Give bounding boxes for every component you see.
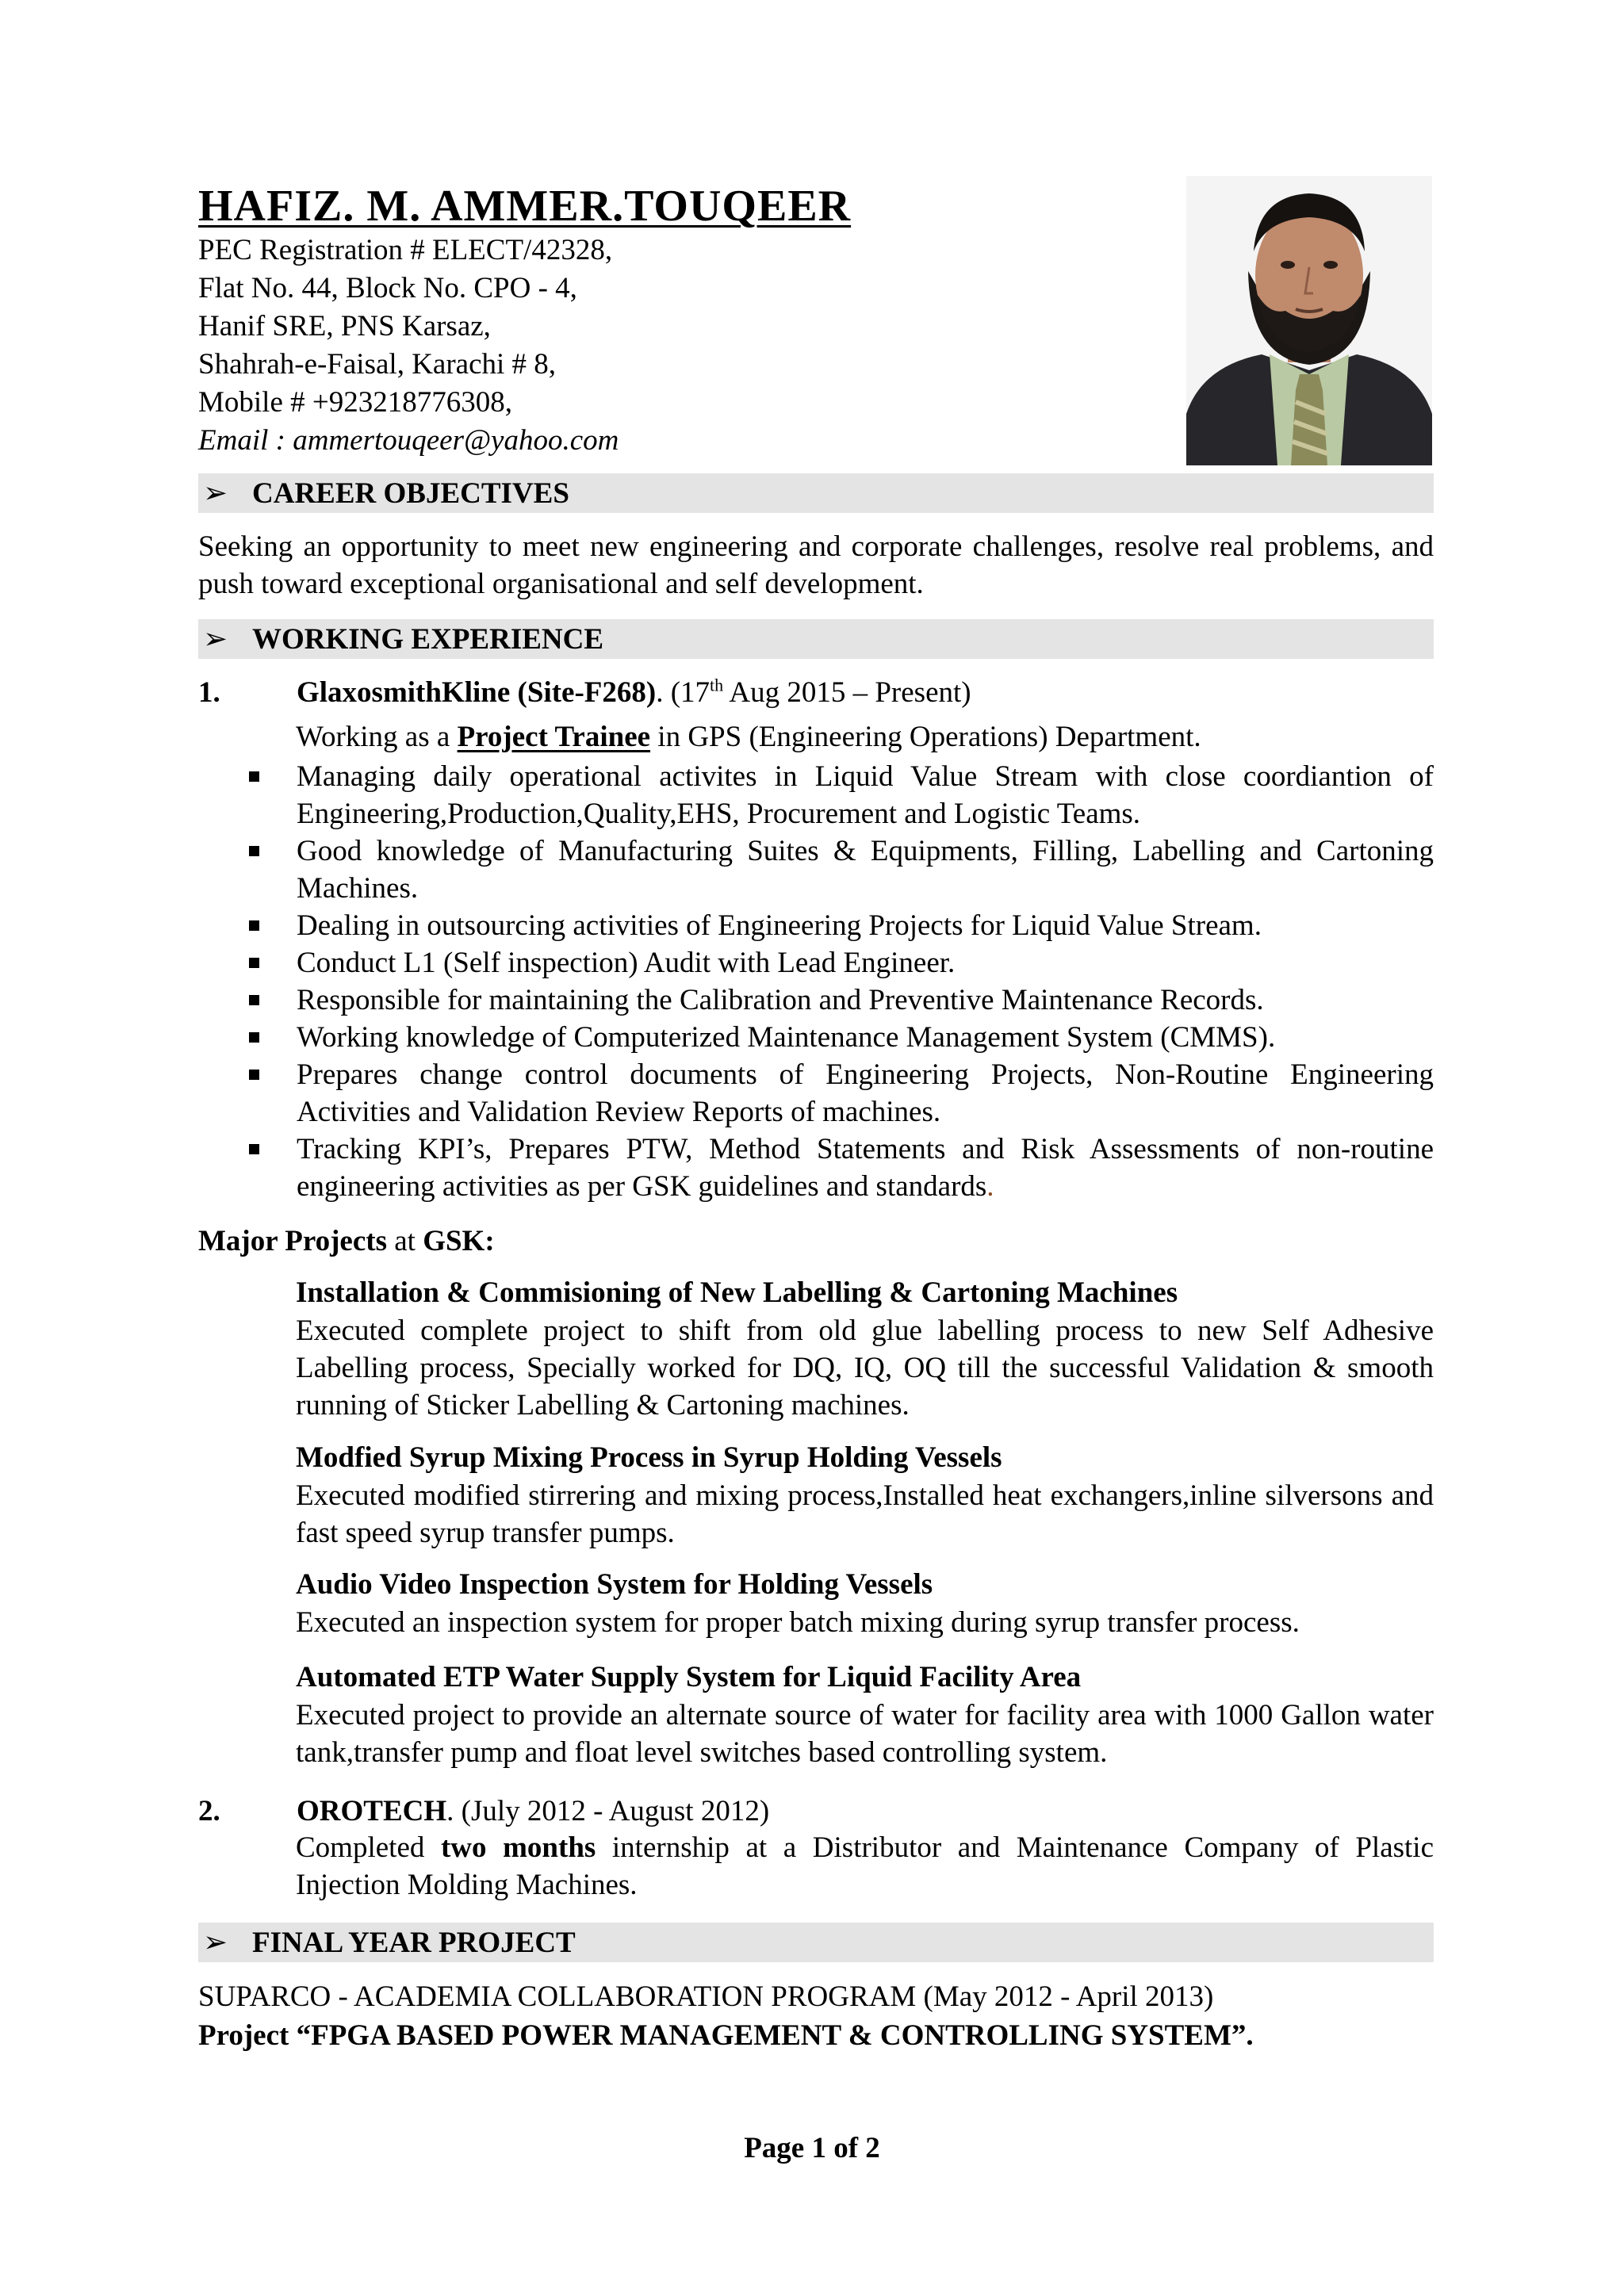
- arrow-bullet-icon: ➢: [203, 623, 228, 656]
- job-date-prefix: . (17: [656, 676, 710, 709]
- list-item: [246, 1131, 1434, 1205]
- job-number: 1.: [198, 676, 220, 709]
- section-final-year-project: [198, 1923, 1434, 1962]
- section-working-experience: [198, 619, 1434, 659]
- role-suffix: in GPS (Engineering Operations) Department.: [650, 721, 1201, 753]
- email-address: Email : ammertouqeer@yahoo.com: [198, 424, 619, 457]
- job-2-description: Completed two months internship at a Distributor and Maintenance Company of Plastic Injection Molding Machines.: [296, 1831, 1434, 1901]
- job-1-role: [296, 720, 1201, 754]
- arrow-bullet-icon: ➢: [203, 477, 228, 510]
- mobile-number: Mobile # +923218776308,: [198, 386, 512, 419]
- list-item: Dealing in outsourcing activities of Engineering Projects for Liquid Value Stream.: [246, 907, 1434, 944]
- job-company: GlaxosmithKline (Site-F268): [297, 676, 657, 709]
- profile-photo: [1186, 176, 1432, 465]
- job-dates: . (July 2012 - August 2012): [446, 1795, 770, 1827]
- bullet-end-dot: .: [986, 1170, 994, 1203]
- job-1-heading: [198, 675, 971, 710]
- section-title: FINAL YEAR PROJECT: [252, 1926, 576, 1959]
- list-item: Prepares change control documents of Engineering Projects, Non-Routine Engineering Activities and Validation Review Reports of machines.: [246, 1056, 1434, 1131]
- job-date-suffix: Aug 2015 – Present): [723, 676, 971, 709]
- list-item: Managing daily operational activites in Liquid Value Stream with close coordiantion of Engineering,Production,Quality,EHS, Procurement and Logistic Teams.: [246, 758, 1434, 832]
- profile-photo-illustration: [1186, 176, 1432, 465]
- career-objective-text: Seeking an opportunity to meet new engineering and corporate challenges, resolve real problems, and push toward exceptional organisational and self development.: [198, 530, 1434, 600]
- section-career-objectives: [198, 473, 1434, 513]
- project-3-title: Audio Video Inspection System for Holding Vessels: [296, 1568, 933, 1601]
- square-bullet-icon: [246, 1019, 297, 1056]
- project-2-title: Modfied Syrup Mixing Process in Syrup Holding Vessels: [296, 1441, 1002, 1474]
- pec-registration: PEC Registration # ELECT/42328,: [198, 234, 613, 266]
- final-year-project-title: Project “FPGA BASED POWER MANAGEMENT & CONTROLLING SYSTEM”.: [198, 2019, 1254, 2052]
- role-prefix: Working as a: [296, 721, 458, 753]
- job-company: OROTECH: [297, 1795, 447, 1827]
- square-bullet-icon: [246, 758, 297, 832]
- job-1-responsibilities: [246, 758, 1434, 1205]
- square-bullet-icon: [246, 982, 297, 1019]
- job-date-sup: th: [710, 675, 724, 695]
- final-year-program: SUPARCO - ACADEMIA COLLABORATION PROGRAM (May 2012 - April 2013): [198, 1980, 1214, 2013]
- square-bullet-icon: [246, 1056, 297, 1131]
- project-4-title: Automated ETP Water Supply System for Liquid Facility Area: [296, 1661, 1082, 1693]
- arrow-bullet-icon: ➢: [203, 1927, 228, 1959]
- list-item: Conduct L1 (Self inspection) Audit with Lead Engineer.: [246, 944, 1434, 982]
- list-item: Responsible for maintaining the Calibration and Preventive Maintenance Records.: [246, 982, 1434, 1019]
- address-line-3: Shahrah-e-Faisal, Karachi # 8,: [198, 348, 557, 381]
- project-1-title: Installation & Commisioning of New Labelling & Cartoning Machines: [296, 1276, 1178, 1309]
- job-number: 2.: [198, 1795, 220, 1827]
- project-1-description: Executed complete project to shift from old glue labelling process to new Self Adhesive Labelling process, Specially worked for DQ, IQ, OQ till the successful Validation & smooth running of Sticker Labelling & Cartoning machines.: [296, 1314, 1434, 1422]
- page-number: Page 1 of 2: [744, 2132, 880, 2164]
- square-bullet-icon: [246, 832, 297, 907]
- contact-block: [198, 232, 619, 460]
- bullet-text: Tracking KPI’s, Prepares PTW, Method Statements and Risk Assessments of non-routine engineering activities as per GSK guidelines and standards: [297, 1133, 1434, 1203]
- section-title: CAREER OBJECTIVES: [252, 476, 569, 510]
- address-line-2: Hanif SRE, PNS Karsaz,: [198, 310, 491, 342]
- square-bullet-icon: [246, 1131, 297, 1205]
- address-line-1: Flat No. 44, Block No. CPO - 4,: [198, 272, 577, 304]
- project-2-description: Executed modified stirrering and mixing process,Installed heat exchangers,inline silversons and fast speed syrup transfer pumps.: [296, 1479, 1434, 1549]
- section-title: WORKING EXPERIENCE: [252, 622, 604, 656]
- list-item: Working knowledge of Computerized Maintenance Management System (CMMS).: [246, 1019, 1434, 1056]
- square-bullet-icon: [246, 944, 297, 982]
- square-bullet-icon: [246, 907, 297, 944]
- project-4-description: Executed project to provide an alternate source of water for facility area with 1000 Gallon water tank,transfer pump and float level switches based controlling system.: [296, 1699, 1434, 1769]
- major-projects-label: Major Projects at GSK:: [198, 1225, 495, 1257]
- list-item: Good knowledge of Manufacturing Suites & Equipments, Filling, Labelling and Cartoning Machines.: [246, 832, 1434, 907]
- role-title: Project Trainee: [457, 721, 651, 753]
- project-3-description: Executed an inspection system for proper batch mixing during syrup transfer process.: [296, 1606, 1300, 1639]
- candidate-name: HAFIZ. M. AMMER.TOUQEER: [198, 182, 852, 231]
- job-2-heading: [198, 1794, 769, 1828]
